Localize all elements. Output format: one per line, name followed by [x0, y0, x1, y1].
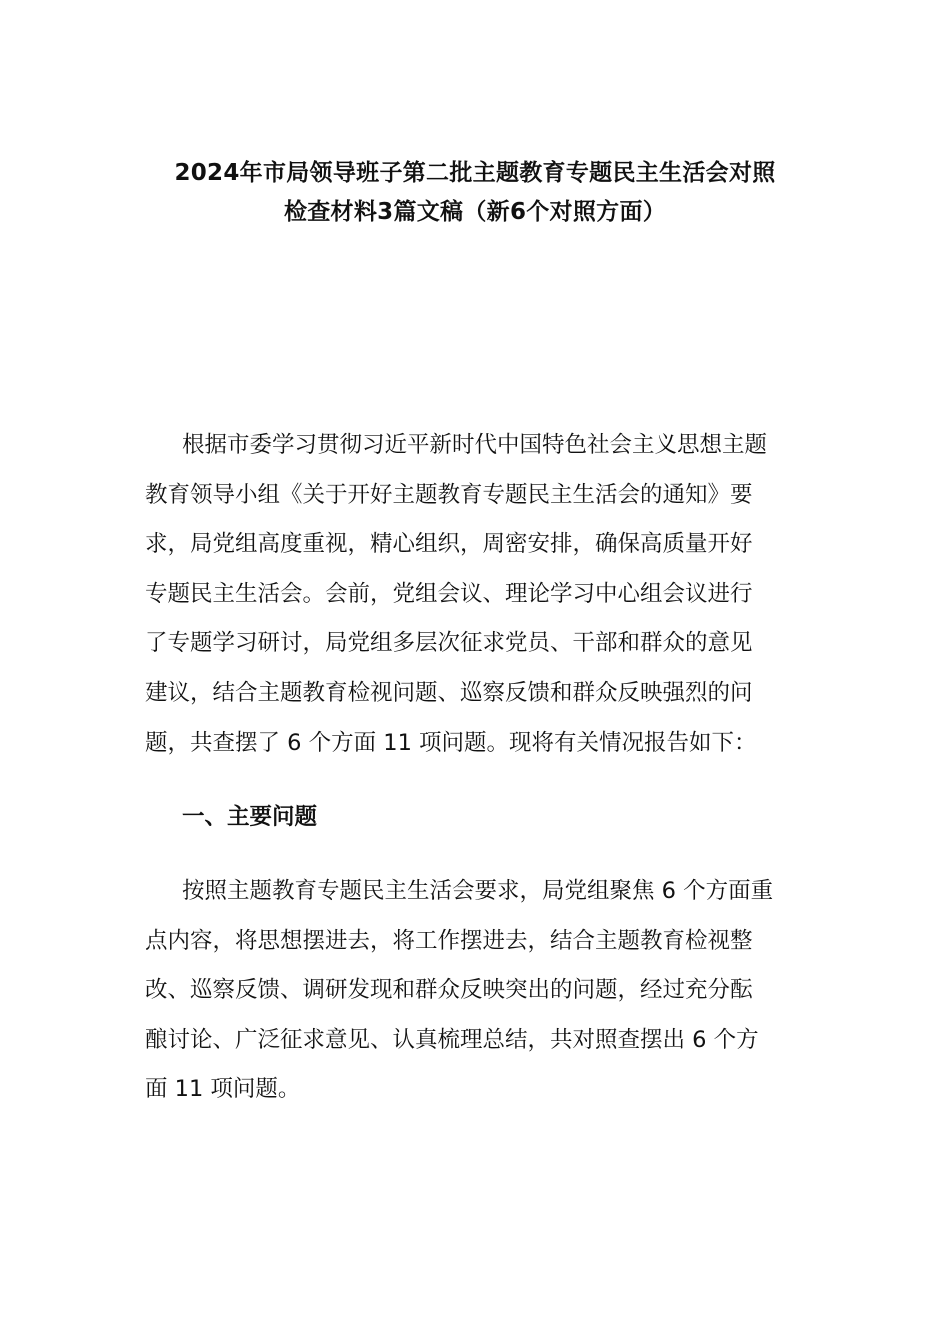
paragraph-line: 题，共查摆了 6 个方面 11 项问题。现将有关情况报告如下：: [145, 729, 757, 756]
paragraph-line: 根据市委学习贯彻习近平新时代中国特色社会主义思想主题: [182, 432, 768, 458]
paragraph-line: 教育领导小组《关于开好主题教育专题民主生活会的通知》要: [145, 481, 753, 508]
paragraph-line: 了专题学习研讨，局党组多层次征求党员、干部和群众的意见: [145, 630, 753, 657]
paragraph-line: 建议，结合主题教育检视问题、巡察反馈和群众反映强烈的问: [145, 679, 753, 706]
paragraph-line: 酿讨论、广泛征求意见、认真梳理总结，共对照查摆出 6 个方: [145, 1026, 759, 1053]
paragraph-line: 改、巡察反馈、调研发现和群众反映突出的问题，经过充分酝: [145, 977, 753, 1004]
document-title: [120, 154, 830, 232]
section-heading: 一、主要问题: [182, 804, 318, 830]
title-line: 检查材料3篇文稿（新6个对照方面）: [283, 199, 667, 225]
intro-paragraph: [145, 421, 810, 768]
paragraph-line: 点内容，将思想摆进去，将工作摆进去，结合主题教育检视整: [145, 927, 753, 954]
paragraph-line: 求，局党组高度重视，精心组织，周密安排，确保高质量开好: [145, 531, 753, 558]
paragraph-line: 专题民主生活会。会前，党组会议、理论学习中心组会议进行: [145, 580, 753, 607]
paragraph-line: 面 11 项问题。: [145, 1076, 301, 1103]
title-line: 2024年市局领导班子第二批主题教育专题民主生活会对照: [174, 160, 776, 186]
problems-paragraph: [145, 867, 810, 1115]
paragraph-line: 按照主题教育专题民主生活会要求，局党组聚焦 6 个方面重: [182, 878, 774, 904]
